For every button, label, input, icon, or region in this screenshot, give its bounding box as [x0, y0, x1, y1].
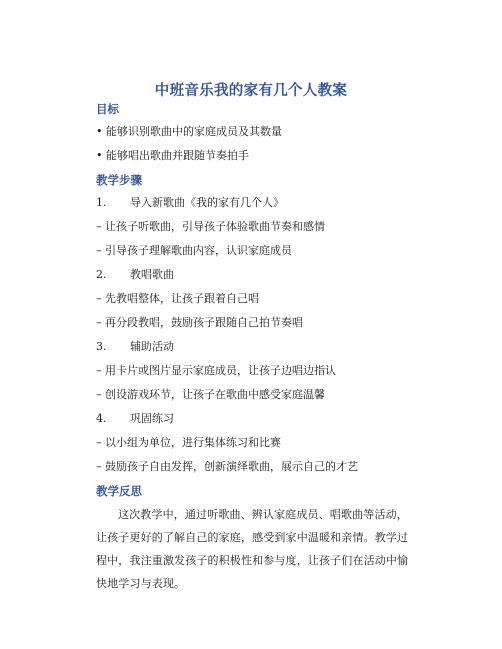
step-number: 3. — [96, 340, 107, 353]
step-title: 导入新歌曲《我的家有几个人》 — [130, 196, 284, 209]
step-sub-item: – 以小组为单位，进行集体练习和比赛 — [96, 436, 281, 449]
goal-item: • 能够唱出歌曲并跟随节奏拍手 — [96, 149, 249, 162]
step-sub-item: – 再分段教唱，鼓励孩子跟随自己拍节奏唱 — [96, 316, 303, 329]
goals-heading: 目标 — [96, 102, 119, 116]
step-sub-item: – 用卡片或图片显示家庭成员，让孩子边唱边指认 — [96, 364, 336, 377]
step-sub-item: – 先教唱整体，让孩子跟着自己唱 — [96, 292, 259, 305]
goal-item: • 能够识别歌曲中的家庭成员及其数量 — [96, 125, 282, 138]
step-title: 教唱歌曲 — [130, 268, 174, 281]
reflection-paragraph: 这次教学中，通过听歌曲、辨认家庭成员、唱歌曲等活动，让孩子更好的了解自己的家庭，感受到家中温暖和亲情。教学过程中，我注重激发孩子的积极性和参与度，让孩子们在活动中愉快地学习与表现。 — [96, 508, 409, 590]
step-sub-item: – 创设游戏环节，让孩子在歌曲中感受家庭温馨 — [96, 388, 325, 401]
reflection-heading: 教学反思 — [96, 484, 142, 498]
step-title: 巩固练习 — [130, 412, 174, 425]
step-item — [96, 412, 174, 426]
step-item — [96, 340, 174, 354]
steps-heading: 教学步骤 — [96, 173, 142, 187]
step-number: 4. — [96, 412, 107, 425]
step-number: 1. — [96, 196, 107, 209]
step-sub-item: – 引导孩子理解歌曲内容，认识家庭成员 — [96, 244, 292, 257]
step-sub-item: – 让孩子听歌曲，引导孩子体验歌曲节奏和感情 — [96, 220, 325, 233]
step-item — [96, 196, 284, 210]
document-title: 中班音乐我的家有几个人教案 — [154, 82, 348, 99]
step-title: 辅助活动 — [130, 340, 174, 353]
step-sub-item: – 鼓励孩子自由发挥，创新演绎歌曲，展示自己的才艺 — [96, 460, 358, 473]
step-item — [96, 268, 174, 282]
step-number: 2. — [96, 268, 107, 281]
